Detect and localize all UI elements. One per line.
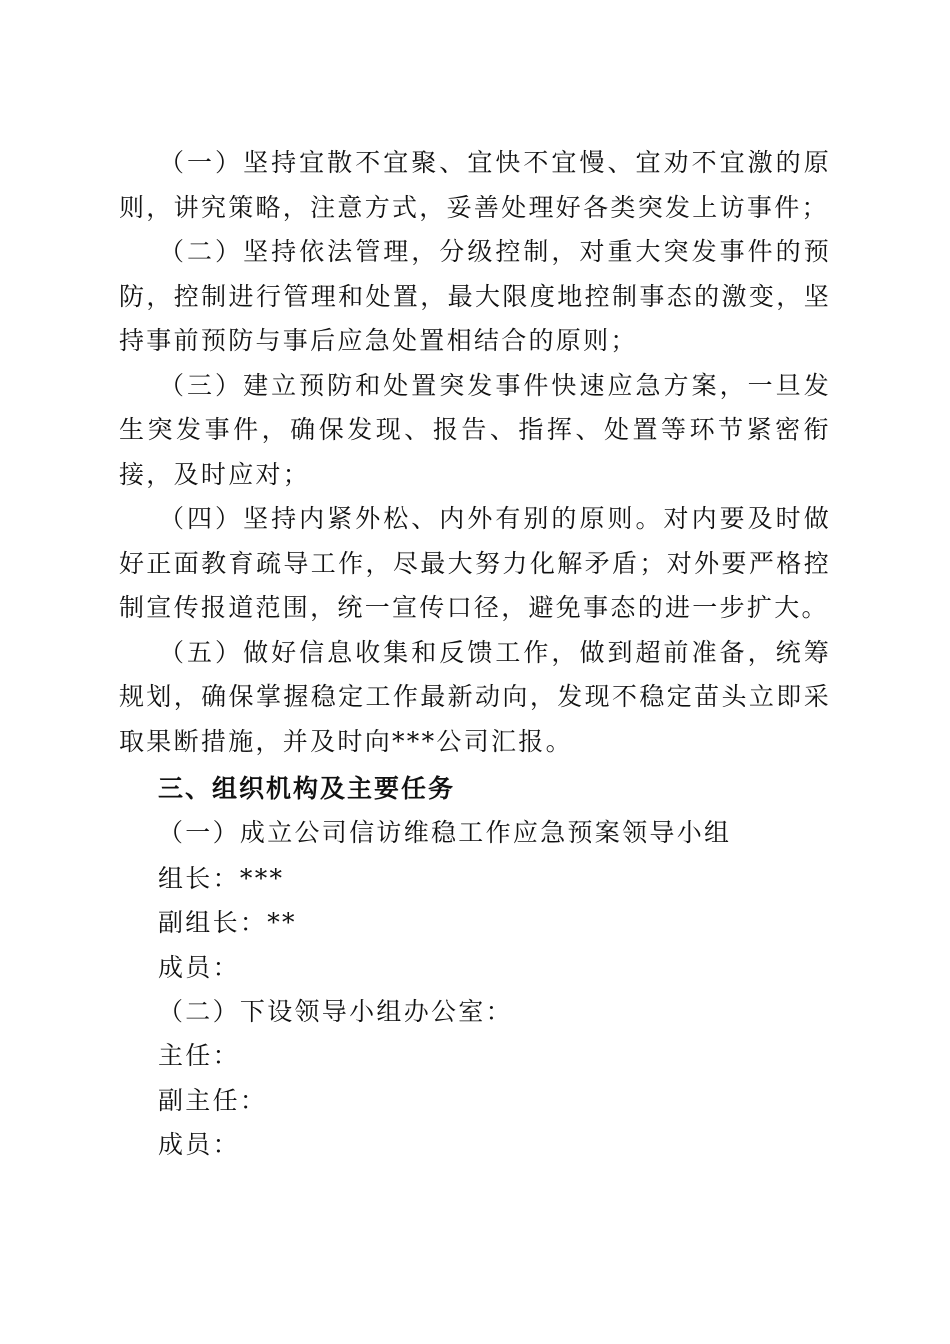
principle-4: （四）坚持内紧外松、内外有别的原则。对内要及时做好正面教育疏导工作，尽最大努力化解矛盾；对外要严格控制宣传报道范围，统一宣传口径，避免事态的进一步扩大。 [119,504,831,622]
section-heading: 三、组织机构及主要任务 [158,774,456,803]
subsection-2-title: （二）下设领导小组办公室： [158,997,513,1026]
director-line: 主任： [158,1041,240,1070]
principle-5: （五）做好信息收集和反馈工作，做到超前准备，统筹规划，确保掌握稳定工作最新动向，发现不稳定苗头立即采取果断措施，并及时向***公司汇报。 [119,637,831,756]
deputy-director-line: 副主任： [158,1086,268,1115]
members-line-1: 成员： [158,953,240,982]
members-line-2: 成员： [158,1130,240,1159]
principle-2: （二）坚持依法管理，分级控制，对重大突发事件的预防，控制进行管理和处置，最大限度地控制事态的激变，坚持事前预防与事后应急处置相结合的原则； [119,237,831,355]
principle-3: （三）建立预防和处置突发事件快速应急方案，一旦发生突发事件，确保发现、报告、指挥、处置等环节紧密衔接，及时应对； [119,370,831,489]
principles-block [119,141,831,764]
deputy-leader-line: 副组长：** [158,908,297,937]
leader-line: 组长：*** [158,864,285,893]
subsection-1-title: （一）成立公司信访维稳工作应急预案领导小组 [158,818,732,847]
principle-1: （一）坚持宜散不宜聚、宜快不宜慢、宜劝不宜激的原则，讲究策略，注意方式，妥善处理好各类突发上访事件； [119,148,831,222]
